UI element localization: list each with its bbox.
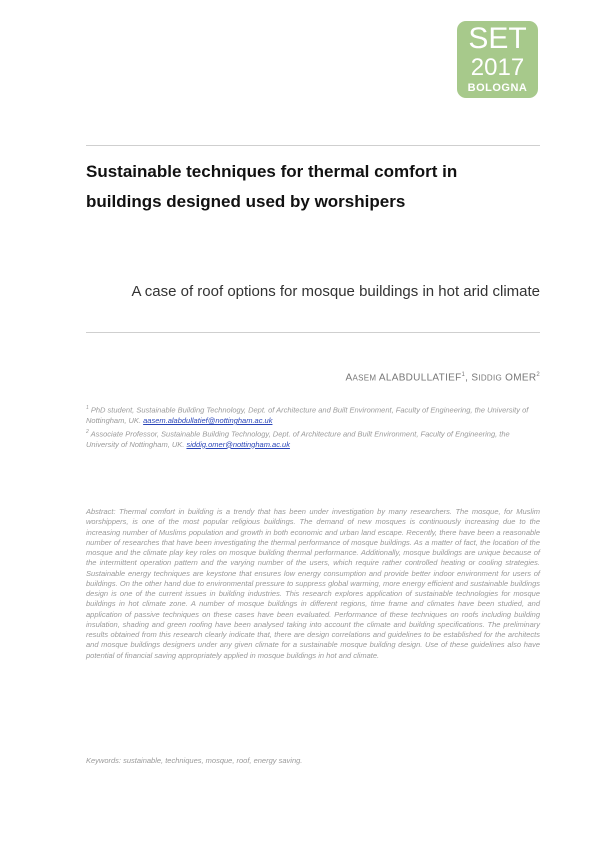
- keywords-line: Keywords: sustainable, techniques, mosque, roof, energy saving.: [86, 756, 303, 765]
- author-1-marker: 1: [461, 372, 466, 378]
- logo-set: SET: [468, 22, 527, 55]
- affiliation-1: [86, 403, 540, 427]
- author-2-email-link[interactable]: siddig.omer@nottingham.ac.uk: [186, 439, 290, 449]
- author-1-initial: A: [345, 372, 353, 384]
- author-2-first-rest: IDDIG: [478, 373, 503, 383]
- paper-title: [86, 157, 526, 217]
- top-divider: [86, 145, 540, 146]
- abstract-paragraph: Abstract: Thermal comfort in building is a trendy that has been under investigation by many researchers. The mosque, for Muslim worshippers, is one of the most popular religious buildings. The demand of new mosques is continuously increasing due to the increasing number of Muslims population and growth in both economic and urban land escape. Recently, there have been a reasonable number of researches that have been investigating the thermal performance of mosque buildings. As a matter of fact, the location of the mosque and the climate play key roles on mosque building thermal performance. Additionally, mosque buildings are unique because of the intermittent operation pattern and the varying number of the users, which require rather controlled heating or cooling strategies. Sustainable energy techniques are keystone that ensures low energy consumption and provide better indoor environment for users of buildings. On the other hand due to environmental pressure to suppress global warming, more energy efficient and sustainable buildings design is one of the current issues in building industries. This research explores application of sustainable technologies for mosque buildings in hot climate zone. A number of mosque buildings in different regions, time frame and climates have been studied, and application of passive techniques on these cases have been evaluated. Performance of these techniques on roofs including building insulation, shading and green roofing have been analysed taking into account the climate and building specifications. The preliminary results obtained from this research clearly indicate that, there are design correlations and guidelines to be established for the architects and mosque buildings designers under any given climate for a sustainable mosque building design. Use of these guidelines also have potential of financial saving appropriately applied in mosque buildings in hot and climate.: [86, 507, 540, 660]
- affiliation-1-marker: 1: [86, 405, 89, 411]
- author-separator: ,: [465, 372, 472, 384]
- affiliation-2-marker: 2: [86, 428, 89, 435]
- affiliations: [86, 403, 540, 450]
- paper-subtitle: A case of roof options for mosque buildings in hot arid climate: [131, 283, 540, 300]
- author-2-initial: S: [471, 372, 479, 384]
- author-2-surname: OMER: [505, 372, 537, 384]
- title-line-2: buildings designed used by worshipers: [86, 192, 406, 211]
- author-1-first-rest: ASEM: [352, 373, 377, 383]
- author-line: [86, 372, 540, 383]
- affiliation-2: [86, 427, 540, 451]
- author-2-marker: 2: [536, 372, 540, 378]
- bottom-divider: [86, 332, 540, 333]
- affiliation-1-text: PhD student, Sustainable Building Technology, Dept. of Architecture and Built Environment, Faculty of Engineering, the University of Nottingham, UK.: [86, 405, 529, 425]
- title-line-1: Sustainable techniques for thermal comfort in: [86, 162, 458, 181]
- author-1-email-link[interactable]: aasem.alabdullatief@nottingham.ac.uk: [143, 416, 273, 425]
- logo-year: 2017: [470, 54, 525, 81]
- conference-logo: [457, 21, 538, 98]
- affiliation-2-text: Associate Professor, Sustainable Building Technology, Dept. of Architecture and Built Environment, Faculty of Engineering, the University of Nottingham, UK.: [86, 429, 510, 449]
- author-1-surname: ALABDULLATIEF: [378, 372, 462, 384]
- logo-city: BOLOGNA: [467, 82, 528, 94]
